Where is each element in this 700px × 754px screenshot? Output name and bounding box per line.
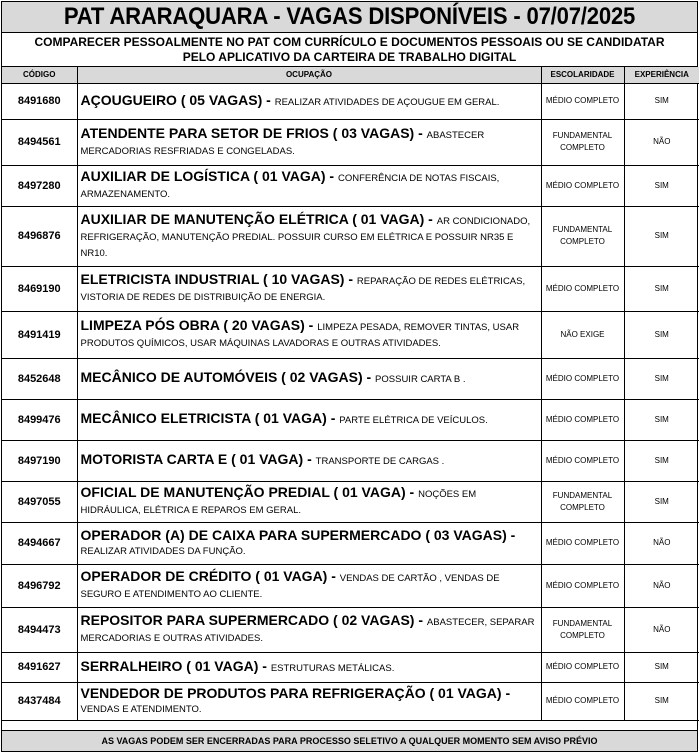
job-occupation <box>77 607 541 652</box>
table-row <box>2 311 699 358</box>
job-code: 8497280 <box>2 165 77 206</box>
column-header-experience: EXPERIÊNCIA <box>624 67 699 83</box>
job-code: 8497190 <box>2 440 77 481</box>
job-education: NÃO EXIGE <box>541 311 624 358</box>
job-title: OFICIAL DE MANUTENÇÃO PREDIAL ( 01 VAGA) - <box>80 484 419 500</box>
job-experience: SIM <box>624 652 699 682</box>
job-experience: SIM <box>624 481 699 522</box>
table-row <box>2 83 699 119</box>
job-description: VENDAS DE CARTÃO , VENDAS DE SEGURO E ATENDIMENTO AO CLIENTE. <box>80 573 500 600</box>
job-experience: SIM <box>624 682 699 720</box>
table-row <box>2 652 699 682</box>
job-description: POSSUIR CARTA B . <box>375 374 466 385</box>
table-row <box>2 481 699 522</box>
table-row <box>2 165 699 206</box>
job-occupation <box>77 564 541 607</box>
job-education: MÉDIO COMPLETO <box>541 652 624 682</box>
job-code: 8494561 <box>2 119 77 165</box>
job-occupation <box>77 522 541 564</box>
jobs-table <box>2 67 699 721</box>
job-code: 8496792 <box>2 564 77 607</box>
job-education: FUNDAMENTAL COMPLETO <box>541 119 624 165</box>
job-title: OPERADOR DE CRÉDITO ( 01 VAGA) - <box>80 568 340 584</box>
job-code: 8469190 <box>2 266 77 311</box>
column-header-occupation: OCUPAÇÃO <box>77 67 541 83</box>
table-row <box>2 399 699 440</box>
job-code: 8437484 <box>2 682 77 720</box>
job-education: MÉDIO COMPLETO <box>541 564 624 607</box>
job-code: 8496876 <box>2 206 77 266</box>
job-title: VENDEDOR DE PRODUTOS PARA REFRIGERAÇÃO ( 01 VAGA) - <box>80 684 511 701</box>
job-title: AUXILIAR DE LOGÍSTICA ( 01 VAGA) - <box>80 168 338 184</box>
job-description: ESTRUTURAS METÁLICAS. <box>270 662 395 674</box>
job-description: ABASTECER MERCADORIAS RESFRIADAS E CONGELADAS. <box>80 129 485 157</box>
job-education: MÉDIO COMPLETO <box>541 522 624 564</box>
job-code: 8494473 <box>2 607 77 652</box>
job-experience: SIM <box>624 83 699 119</box>
job-description: REALIZAR ATIVIDADES DE AÇOUGUE EM GERAL. <box>274 96 500 108</box>
job-education: MÉDIO COMPLETO <box>541 399 624 440</box>
footer-notice: AS VAGAS PODEM SER ENCERRADAS PARA PROCESSO SELETIVO A QUALQUER MOMENTO SEM AVISO PRÉVIO <box>2 730 697 751</box>
job-title: ATENDENTE PARA SETOR DE FRIOS ( 03 VAGAS) - <box>80 124 427 141</box>
table-row <box>2 564 699 607</box>
page-title: PAT ARARAQUARA - VAGAS DISPONÍVEIS - 07/07/2025 <box>30 2 669 33</box>
table-row <box>2 266 699 311</box>
job-code: 8494667 <box>2 522 77 564</box>
instructions-line-2: PELO APLICATIVO DA CARTEIRA DE TRABALHO DIGITAL <box>182 49 517 64</box>
job-description: REALIZAR ATIVIDADES DA FUNÇÃO. <box>80 545 246 557</box>
job-occupation <box>77 399 541 440</box>
table-body <box>2 83 699 720</box>
instructions-line-1: COMPARECER PESSOALMENTE NO PAT COM CURRÍCULO E DOCUMENTOS PESSOAIS OU SE CANDIDATAR <box>34 34 665 49</box>
job-title: SERRALHEIRO ( 01 VAGA) - <box>80 657 271 674</box>
job-education: MÉDIO COMPLETO <box>541 682 624 720</box>
job-occupation <box>77 266 541 311</box>
job-code: 8497055 <box>2 481 77 522</box>
job-code: 8491419 <box>2 311 77 358</box>
job-occupation <box>77 358 541 399</box>
job-description: VENDAS E ATENDIMENTO. <box>80 703 202 715</box>
title-bar <box>2 2 697 33</box>
job-experience: NÃO <box>624 607 699 652</box>
job-code: 8491680 <box>2 83 77 119</box>
job-experience: NÃO <box>624 119 699 165</box>
job-code: 8452648 <box>2 358 77 399</box>
table-header-row <box>2 67 699 83</box>
job-description: TRANSPORTE DE CARGAS . <box>315 456 445 467</box>
table-row <box>2 522 699 564</box>
job-occupation <box>77 83 541 119</box>
table-row <box>2 682 699 720</box>
job-education: MÉDIO COMPLETO <box>541 358 624 399</box>
job-experience: SIM <box>624 311 699 358</box>
job-occupation <box>77 440 541 481</box>
job-title: MECÂNICO ELETRICISTA ( 01 VAGA) - <box>80 410 340 426</box>
job-education: MÉDIO COMPLETO <box>541 266 624 311</box>
job-occupation <box>77 481 541 522</box>
job-title: MECÂNICO DE AUTOMÓVEIS ( 02 VAGAS) - <box>80 369 376 385</box>
job-experience: SIM <box>624 206 699 266</box>
job-experience: SIM <box>624 440 699 481</box>
job-experience: SIM <box>624 165 699 206</box>
job-listing-sheet <box>1 1 698 752</box>
job-occupation <box>77 206 541 266</box>
job-description: ABASTECER, SEPARAR MERCADORIAS E OUTRAS ATIVIDADES. <box>80 617 535 644</box>
job-code: 8499476 <box>2 399 77 440</box>
job-education: FUNDAMENTAL COMPLETO <box>541 607 624 652</box>
job-title: AÇOUGUEIRO ( 05 VAGAS) - <box>80 91 275 108</box>
job-education: MÉDIO COMPLETO <box>541 83 624 119</box>
job-education: MÉDIO COMPLETO <box>541 165 624 206</box>
table-row <box>2 119 699 165</box>
column-header-education: ESCOLARIDADE <box>541 67 624 83</box>
job-code: 8491627 <box>2 652 77 682</box>
job-education: FUNDAMENTAL COMPLETO <box>541 481 624 522</box>
column-header-code: CÓDIGO <box>2 67 77 83</box>
job-education: MÉDIO COMPLETO <box>541 440 624 481</box>
job-title: AUXILIAR DE MANUTENÇÃO ELÉTRICA ( 01 VAGA) - <box>80 210 437 227</box>
job-description: AR CONDICIONADO, REFRIGERAÇÃO, MANUTENÇÃO PREDIAL. POSSUIR CURSO EM ELÉTRICA E POSSUIR NR35 E NR10. <box>80 215 531 259</box>
job-description: CONFERÊNCIA DE NOTAS FISCAIS, ARMAZENAMENTO. <box>80 173 500 200</box>
job-title: OPERADOR (A) DE CAIXA PARA SUPERMERCADO ( 03 VAGAS) - <box>80 526 516 543</box>
job-title: MOTORISTA CARTA E ( 01 VAGA) - <box>80 451 316 467</box>
job-description: LIMPEZA PESADA, REMOVER TINTAS, USAR PRODUTOS QUÍMICOS, USAR MÁQUINAS LAVADORAS E OUTRAS ATIVIDADES. <box>80 322 520 349</box>
job-occupation <box>77 652 541 682</box>
job-occupation <box>77 682 541 720</box>
job-experience: NÃO <box>624 564 699 607</box>
job-occupation <box>77 119 541 165</box>
job-description: NOÇÕES EM HIDRÁULICA, ELÉTRICA E REPAROS EM GERAL. <box>80 489 477 516</box>
job-title: ELETRICISTA INDUSTRIAL ( 10 VAGAS) - <box>80 271 357 287</box>
instructions <box>2 33 697 67</box>
table-row <box>2 206 699 266</box>
job-experience: NÃO <box>624 522 699 564</box>
job-occupation <box>77 165 541 206</box>
job-title: REPOSITOR PARA SUPERMERCADO ( 02 VAGAS) - <box>80 612 427 628</box>
job-experience: SIM <box>624 399 699 440</box>
job-experience: SIM <box>624 358 699 399</box>
table-row <box>2 607 699 652</box>
job-description: PARTE ELÉTRICA DE VEÍCULOS. <box>339 415 488 426</box>
job-occupation <box>77 311 541 358</box>
table-row <box>2 440 699 481</box>
table-row <box>2 358 699 399</box>
job-experience: SIM <box>624 266 699 311</box>
job-description: REPARAÇÃO DE REDES ELÉTRICAS, VISTORIA DE REDES DE DISTRIBUIÇÃO DE ENERGIA. <box>80 276 526 303</box>
job-education: FUNDAMENTAL COMPLETO <box>541 206 624 266</box>
job-title: LIMPEZA PÓS OBRA ( 20 VAGAS) - <box>80 317 318 333</box>
